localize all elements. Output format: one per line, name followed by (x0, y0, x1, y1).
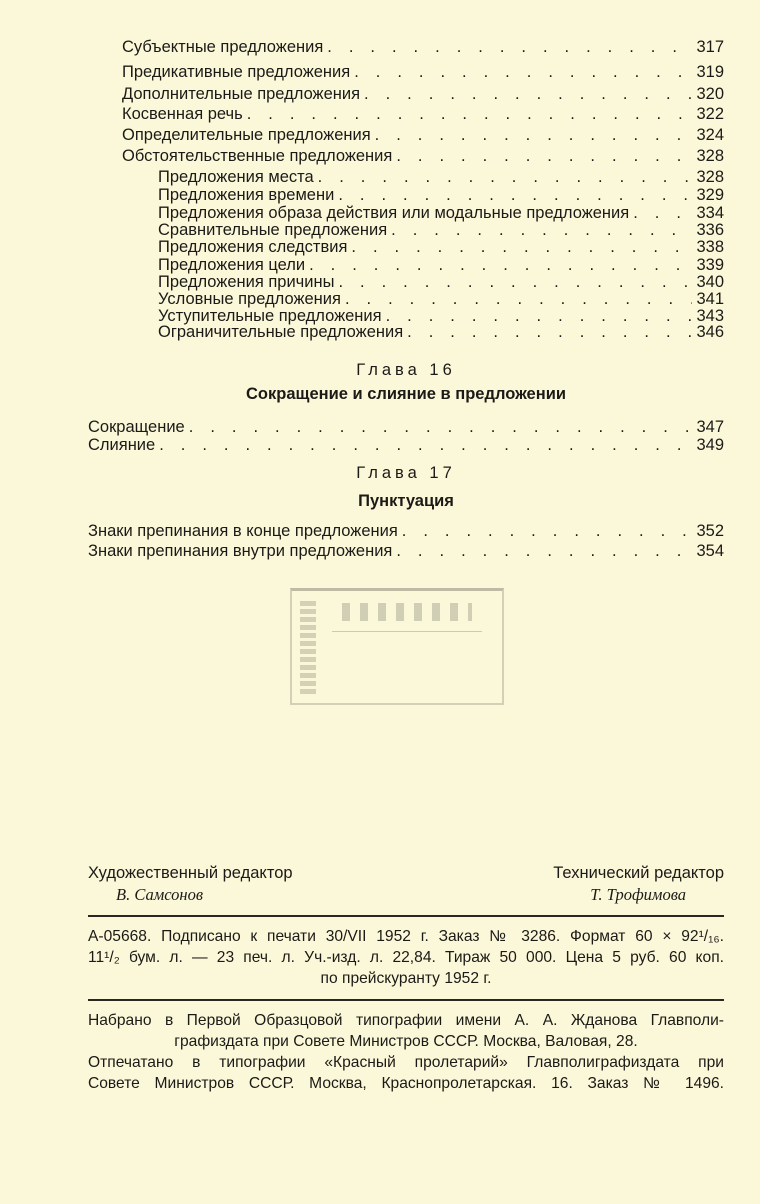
dot-leader (189, 417, 693, 437)
toc-label: Предложения следствия (158, 238, 348, 256)
printer-line: Набрано в Первой Образцовой типографии имени А. А. Жданова Главполи- (88, 1012, 724, 1029)
toc-page: 347 (696, 418, 724, 436)
dot-leader (327, 37, 692, 57)
toc-subentry (158, 237, 724, 257)
toc-entry (88, 417, 724, 437)
toc-label: Уступительные предложения (158, 307, 382, 325)
tech-editor (553, 862, 724, 906)
toc-entry (122, 84, 724, 104)
dot-leader (351, 237, 692, 257)
toc-label: Определительные предложения (122, 126, 371, 144)
toc-entry (122, 125, 724, 145)
toc-label: Знаки препинания внутри предложения (88, 542, 393, 560)
toc-page: 340 (696, 273, 724, 291)
toc-page: 336 (696, 221, 724, 239)
art-editor-role: Художественный редактор (88, 864, 293, 882)
toc-label: Предложения места (158, 168, 314, 186)
toc-label: Предложения причины (158, 273, 335, 291)
imprint-line: 11¹/₂ бум. л. — 23 печ. л. Уч.-изд. л. 22,84. Тираж 50 000. Цена 5 руб. 60 коп. (88, 949, 724, 966)
toc-label: Предложения цели (158, 256, 306, 274)
dot-leader (318, 167, 693, 187)
toc-entry (122, 37, 724, 57)
toc-entry (122, 146, 724, 166)
toc-entry (88, 541, 724, 561)
toc-page: 338 (696, 238, 724, 256)
stamp-inner-box (332, 631, 482, 687)
chapter-heading: Глава 16 (356, 361, 456, 379)
toc-label: Условные предложения (158, 290, 341, 308)
toc-page: 334 (696, 204, 724, 222)
stamp-top-lettering (342, 603, 472, 621)
toc-entry (88, 435, 724, 455)
toc-page: 324 (696, 126, 724, 144)
dot-leader (247, 104, 693, 124)
tech-editor-name: Т. Трофимова (590, 885, 686, 904)
printer-line: Совете Министров СССР. Москва, Краснопролетарская. 16. Заказ № 1496. (88, 1075, 724, 1092)
printer-line: Отпечатано в типографии «Красный пролетарий» Главполиграфиздата при (88, 1054, 724, 1071)
toc-page: 354 (696, 542, 724, 560)
toc-label: Обстоятельственные предложения (122, 147, 393, 165)
toc-label: Косвенная речь (122, 105, 243, 123)
chapter-heading: Глава 17 (356, 464, 456, 482)
chapter-title: Сокращение и слияние в предложении (246, 385, 566, 403)
dot-leader (407, 322, 692, 342)
art-editor (88, 862, 293, 906)
toc-label: Знаки препинания в конце предложения (88, 522, 398, 540)
toc-page: 328 (696, 168, 724, 186)
toc-label: Предикативные предложения (122, 63, 351, 81)
toc-label: Слияние (88, 436, 156, 454)
dot-leader (338, 185, 692, 205)
dot-leader (402, 521, 693, 541)
toc-label: Ограничительные предложения (158, 323, 404, 341)
toc-subentry (158, 322, 724, 342)
toc-entry (122, 62, 724, 82)
dot-leader (375, 125, 693, 145)
chapter-title: Пунктуация (358, 492, 454, 510)
toc-subentry (158, 167, 724, 187)
toc-page: 328 (696, 147, 724, 165)
tech-editor-role: Технический редактор (553, 864, 724, 882)
toc-page: 343 (696, 307, 724, 325)
toc-page: 320 (696, 85, 724, 103)
toc-page: 349 (696, 436, 724, 454)
toc-page: 329 (696, 186, 724, 204)
stamp-side-lettering (300, 601, 316, 696)
toc-page: 322 (696, 105, 724, 123)
toc-label: Предложения времени (158, 186, 335, 204)
dot-leader (396, 146, 692, 166)
art-editor-name: В. Самсонов (116, 885, 203, 904)
toc-label: Дополнительные предложения (122, 85, 361, 103)
library-stamp (290, 588, 504, 705)
toc-label: Сравнительные предложения (158, 221, 388, 239)
toc-page: 346 (696, 323, 724, 341)
toc-entry (88, 521, 724, 541)
toc-subentry (158, 185, 724, 205)
imprint-block (88, 926, 724, 989)
imprint-line: А-05668. Подписано к печати 30/VII 1952 г. Заказ № 3286. Формат 60 × 92¹/₁₆. (88, 928, 724, 945)
toc-page: 352 (696, 522, 724, 540)
toc-page: 317 (696, 38, 724, 56)
toc-label: Субъектные предложения (122, 38, 324, 56)
printer-block (88, 1010, 724, 1094)
dot-leader (396, 541, 692, 561)
divider (88, 915, 724, 917)
printer-line: графиздата при Совете Министров СССР. Москва, Валовая, 28. (174, 1033, 638, 1050)
toc-page: 319 (696, 63, 724, 81)
toc-label: Сокращение (88, 418, 185, 436)
dot-leader (159, 435, 692, 455)
dot-leader (354, 62, 692, 82)
toc-entry (122, 104, 724, 124)
imprint-line: по прейскуранту 1952 г. (320, 970, 492, 987)
toc-label: Предложения образа действия или модальные предложения (158, 204, 630, 222)
toc-page: 341 (696, 290, 724, 308)
toc-page: 339 (696, 256, 724, 274)
dot-leader (364, 84, 692, 104)
divider (88, 999, 724, 1001)
